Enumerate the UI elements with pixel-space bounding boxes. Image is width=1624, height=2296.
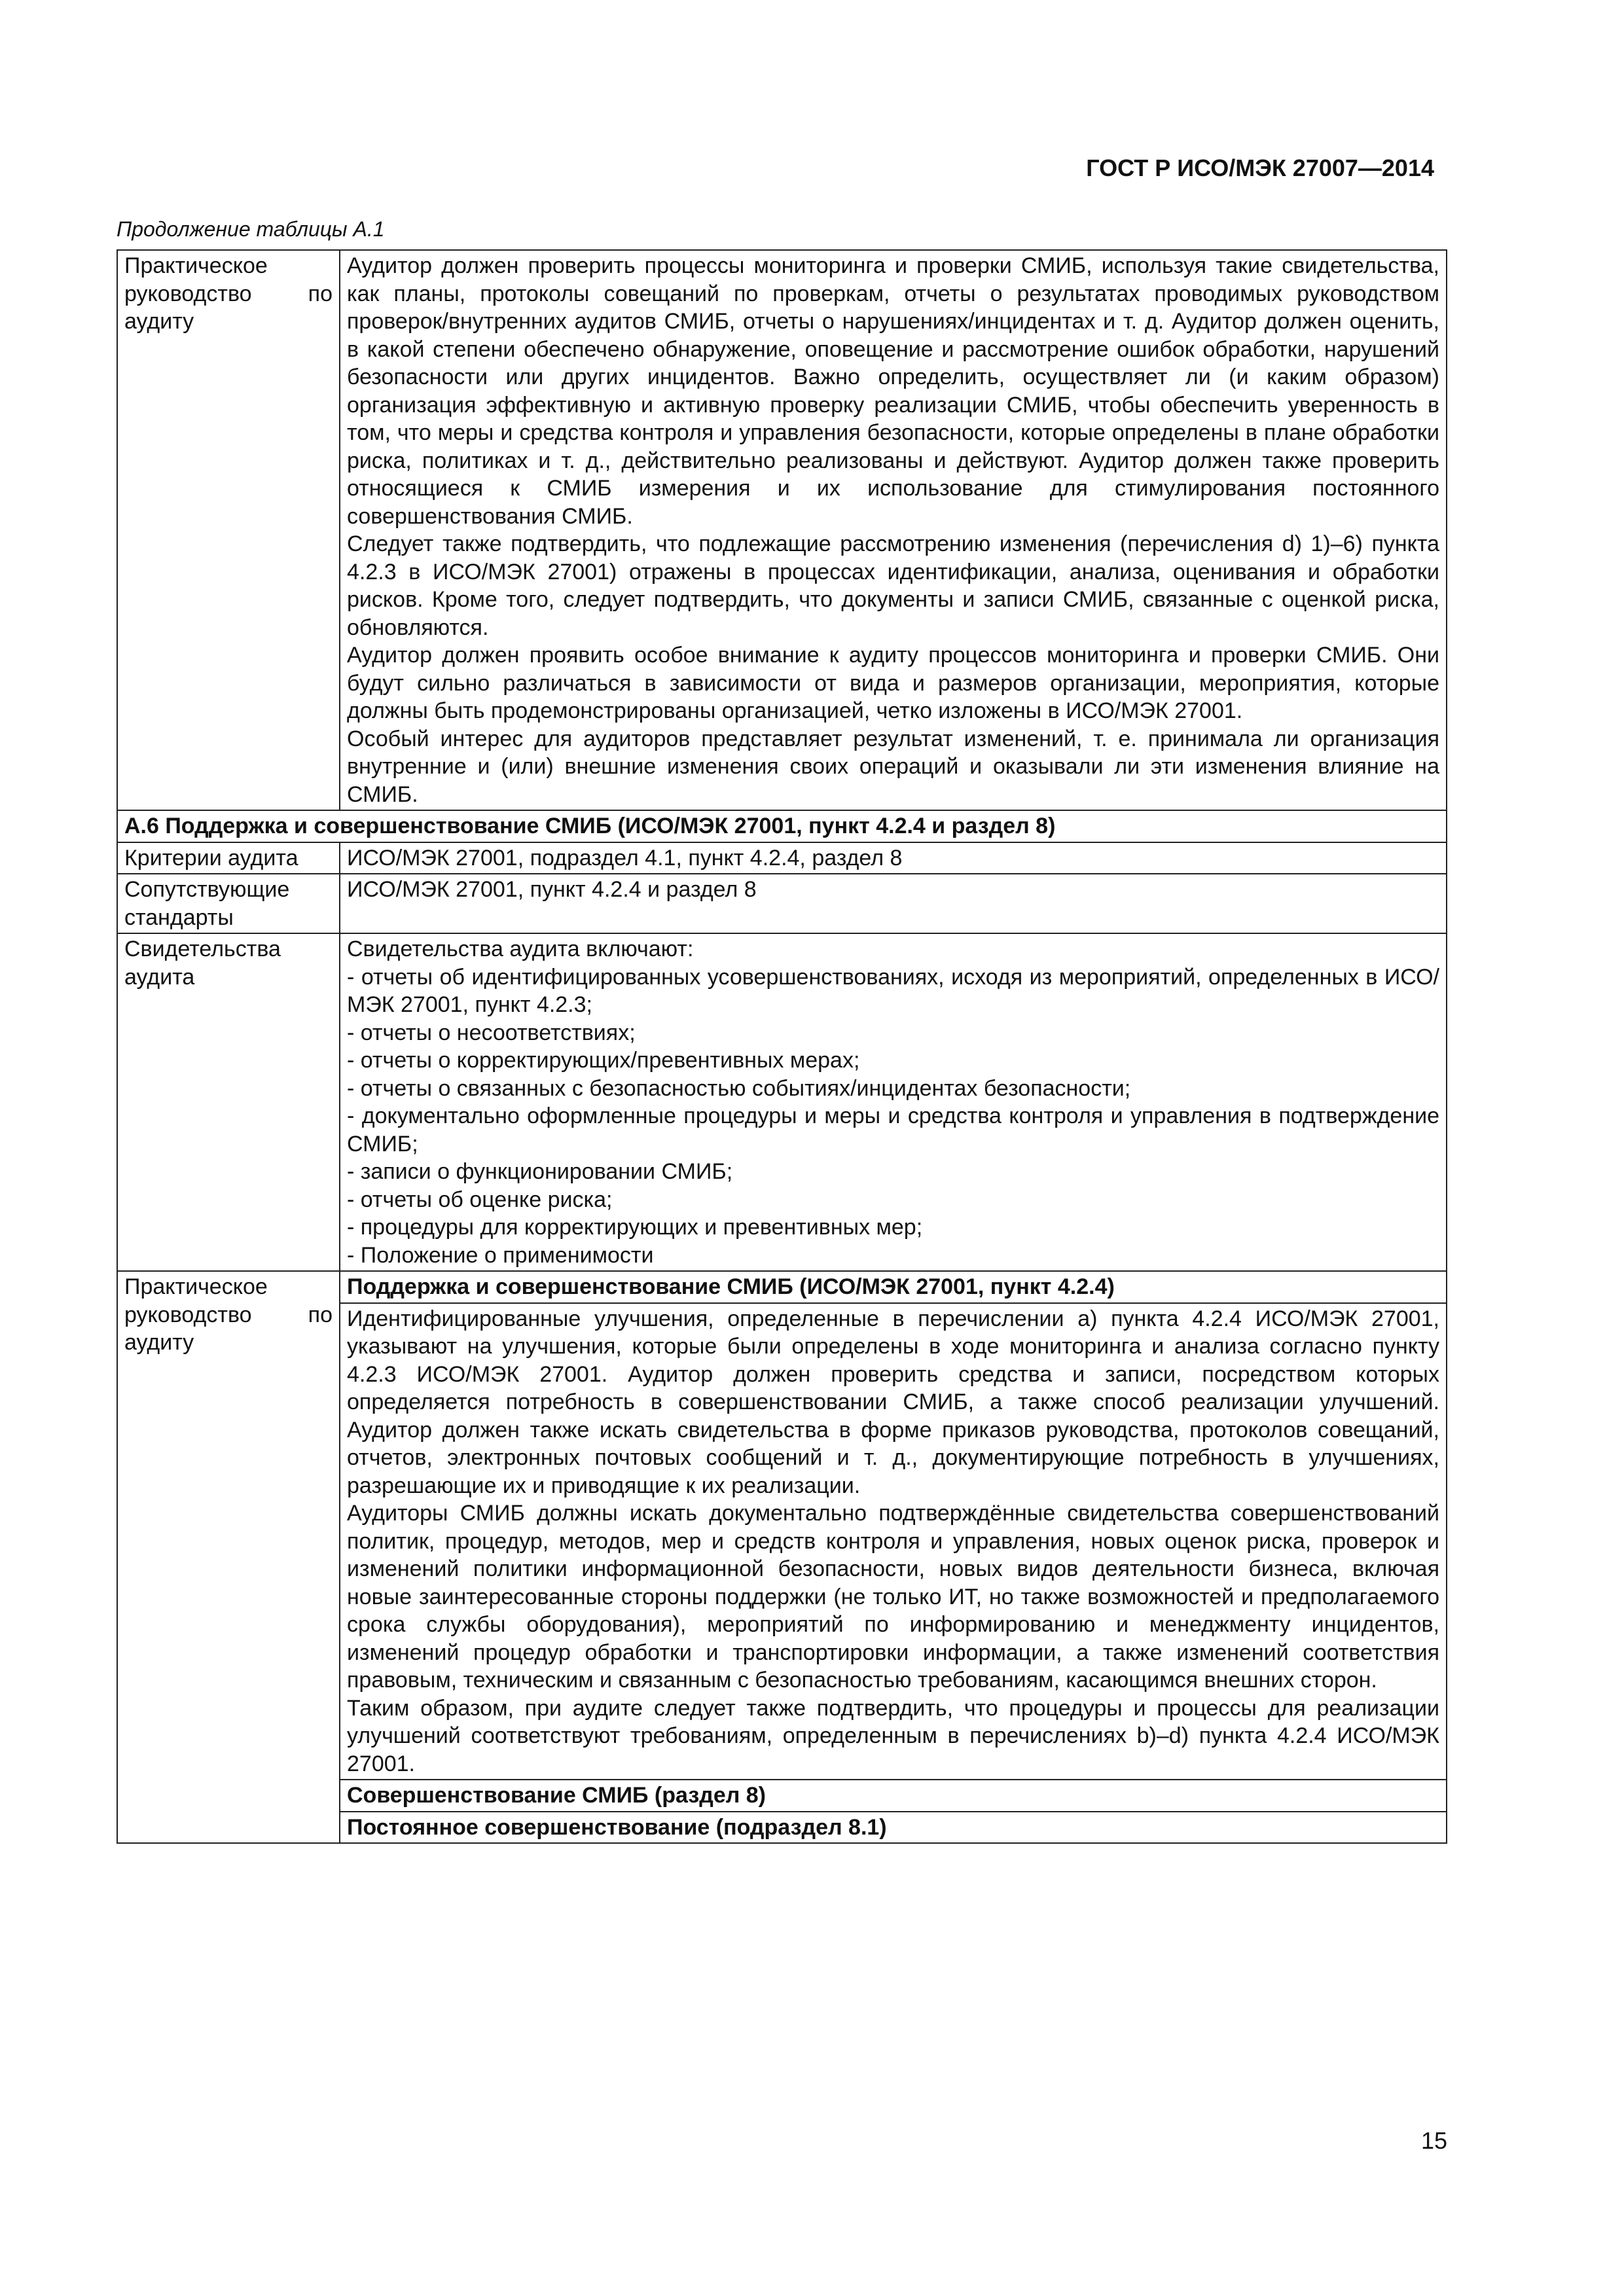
evidence-line: - отчеты о несоответствиях;: [347, 1020, 636, 1045]
requirements-table: [117, 249, 1447, 1844]
evidence-line: Свидетельства аудита включают:: [347, 937, 694, 961]
evidence-line: - записи о функционировании СМИБ;: [347, 1159, 733, 1184]
paragraph: Аудитор должен проверить процессы мониторинга и проверки СМИБ, используя такие свидетельства, как планы, протоколы совещаний по проверкам, отчеты о результатах проводимых руководством проверок/внутренних аудитов СМИБ, отчеты о нарушениях/инцидентах и т. д. Аудитор должен оценить, в какой степени обеспечено обнаружение, оповещение и рассмотрение ошибок обработки, нарушений безопасности или других инцидентов. Важно определить, осуществляет ли (и каким образом) организация эффективную и активную проверку реализации СМИБ, чтобы обеспечить уверенность в том, что меры и средства контроля и управления безопасности, которые определены в плане обработки риска, политиках и т. д., действительно реализованы и действуют. Аудитор должен также проверить относящиеся к СМИБ измерения и их использование для стимулирования постоянного совершенствования СМИБ.: [347, 253, 1439, 529]
paragraph: Идентифицированные улучшения, определенные в перечислении а) пункта 4.2.4 ИСО/МЭК 27001, указывают на улучшения, которые были определены в ходе мониторинга и анализа согласно пункту 4.2.3 ИСО/МЭК 27001. Аудитор должен проверить средства и записи, посредством которых определяется потребность в совершенствовании СМИБ, а также способ реализации улучшений. Аудитор должен также искать свидетельства в форме приказов руководства, протоколов совещаний, отчетов, электронных почтовых сообщений и т. д., документирующие потребность в улучшениях, разрешающие их и приводящие к их реализации.: [347, 1306, 1439, 1498]
paragraph: Следует также подтвердить, что подлежащие рассмотрению изменения (перечисления d) 1)–6) пункта 4.2.3 в ИСО/МЭК 27001) отражены в процессах идентификации, анализа, оценивания и обработки рисков. Кроме того, следует подтвердить, что документы и записи СМИБ, связанные с оценкой риска, обновляются.: [347, 531, 1439, 640]
table-row: [117, 933, 1447, 1271]
row-label-criteria: Критерии аудита: [117, 842, 340, 874]
paragraph: Таким образом, при аудите следует также подтвердить, что процедуры и процессы для реализации улучшений соответствуют требованиям, определенным в перечислениях b)–d) пункта 4.2.4 ИСО/МЭК 27001.: [347, 1695, 1439, 1776]
row-label-guidance: Практическое руководство по аудиту: [117, 250, 340, 810]
paragraph: Особый интерес для аудиторов представляет результат изменений, т. е. принимала ли организация внутренние и (или) внешние изменения своих операций и оказывали ли эти изменения влияние на СМИБ.: [347, 726, 1439, 807]
row-label-guidance-2: Практическое руководство по аудиту: [117, 1271, 340, 1843]
page-number: 15: [1420, 2127, 1447, 2154]
evidence-line: - отчеты об идентифицированных усовершенствованиях, исходя из мероприятий, определенных в ИСО/МЭК 27001, пункт 4.2.3;: [347, 964, 1439, 1017]
subheading-improvement: Совершенствование СМИБ (раздел 8): [340, 1780, 1447, 1812]
section-heading-a6: А.6 Поддержка и совершенствование СМИБ (ИСО/МЭК 27001, пункт 4.2.4 и раздел 8): [117, 810, 1447, 842]
subheading-continual-improvement: Постоянное совершенствование (подраздел 8.1): [340, 1812, 1447, 1844]
paragraph: Аудитор должен проявить особое внимание к аудиту процессов мониторинга и проверки СМИБ. Они будут сильно различаться в зависимости от вида и размеров организации, мероприятия, которые должны быть продемонстрированы организацией, четко изложены в ИСО/МЭК 27001.: [347, 643, 1439, 723]
row-label-related-standards: Сопутствующие стандарты: [117, 874, 340, 933]
row-content-related-standards: ИСО/МЭК 27001, пункт 4.2.4 и раздел 8: [340, 874, 1447, 933]
table-row: [117, 842, 1447, 874]
paragraph: Аудиторы СМИБ должны искать документально подтверждённые свидетельства совершенствований политик, процедур, методов, мер и средств контроля и управления, новых оценок риска, проверок и изменений политики информационной безопасности, новых видов деятельности бизнеса, включая новые заинтересованные стороны поддержки (не только ИТ, но также возможностей и предполагаемого срока службы оборудования), мероприятий по информированию и менеджменту инцидентов, изменений процедур обработки и транспортировки информации, а также изменений соответствия правовым, техническим и связанным с безопасностью требованиям, касающимся внешних сторон.: [347, 1501, 1439, 1693]
table-row: [117, 250, 1447, 810]
evidence-line: - документально оформленные процедуры и меры и средства контроля и управления в подтверждение СМИБ;: [347, 1103, 1439, 1157]
row-content-evidence: [340, 933, 1447, 1271]
evidence-line: - процедуры для корректирующих и превентивных мер;: [347, 1215, 923, 1240]
row-label-evidence: Свидетельства аудита: [117, 933, 340, 1271]
table-caption: Продолжение таблицы А.1: [117, 217, 385, 241]
evidence-line: - отчеты об оценке риска;: [347, 1187, 613, 1212]
table-row: [117, 1271, 1447, 1303]
evidence-line: - отчеты о корректирующих/превентивных мерах;: [347, 1048, 860, 1073]
evidence-line: - отчеты о связанных с безопасностью событиях/инцидентах безопасности;: [347, 1075, 1131, 1101]
row-content-criteria: ИСО/МЭК 27001, подраздел 4.1, пункт 4.2.4, раздел 8: [340, 842, 1447, 874]
row-content-guidance: [340, 250, 1447, 810]
document-header: ГОСТ Р ИСО/МЭК 27007—2014: [1086, 154, 1434, 181]
subheading-support-improvement: Поддержка и совершенствование СМИБ (ИСО/МЭК 27001, пункт 4.2.4): [340, 1271, 1447, 1303]
table-row: [117, 874, 1447, 933]
row-content-guidance-2: [340, 1303, 1447, 1780]
table-row: [117, 810, 1447, 842]
evidence-line: - Положение о применимости: [347, 1242, 654, 1268]
